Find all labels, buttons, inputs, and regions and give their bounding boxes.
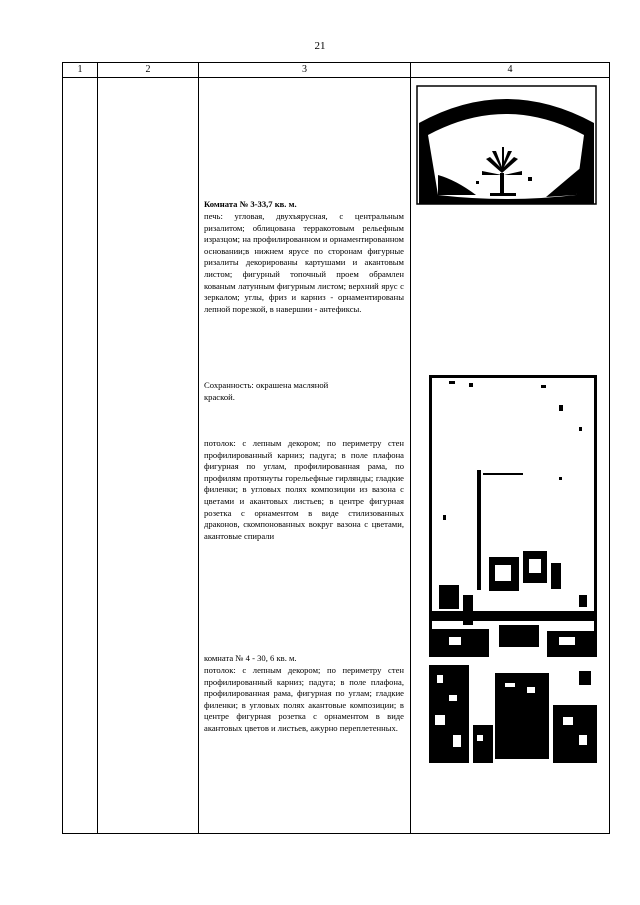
room-3-ceiling-description: потолок: с лепным декором; по периметру стен профилированный карниз; падуга; в поле плафона фигурная по углам, профилированная рама, по профилям протянуты горельефные гирлянды; гладкие филенки; в угловых полях композиции из вазона с цветами и акантовых листьев; в центре фигурная розетка с орнаментом в виде стилизованных драконов, скомпонованных вокруг вазона с цветами, акантовые спирали (204, 438, 404, 541)
column-divider-3 (410, 63, 411, 833)
photo-tiled-stove (429, 375, 597, 657)
photo-room-stove (429, 665, 597, 763)
room-4-ceiling-description: потолок: с лепным декором; по периметру стен профилированный карниз; падуга; в поле плафона, профилированная рама, фигурная по углам; гладкие филенки; в угловых полях акантовые композиции; в центре фигурная розетка с орнаментом в виде акантовых цветов и листьев, ажурно переплетенных. (204, 665, 404, 733)
column-divider-2 (198, 63, 199, 833)
header-col-1: 1 (77, 64, 83, 75)
room-3-condition-value: краской. (204, 392, 235, 402)
room-3-condition-label: Сохранность: окрашена масляной (204, 380, 329, 390)
inventory-table (62, 62, 610, 834)
room-3-stove-description: печь: угловая, двухъярусная, с центральным ризалитом; облицована терракотовым рельефным изразцом; на профилированном и орнаментированном основании;в нижнем ярусе по сторонам фигурные ризалиты декорированы картушами и акантовым листом; фигурный топочный проем обрамлен кованым латунным фигурным листом; верхний ярус с зеркалом; углы, фриз и карниз - орнаментированы лепной порезкой, в навершии - антефиксы. (204, 211, 404, 314)
header-col-3: 3 (302, 64, 307, 75)
room-4-title: комната № 4 - 30, 6 кв. м. (204, 653, 297, 663)
page-number: 21 (314, 40, 326, 52)
photo-ceiling-rosette (416, 85, 597, 205)
room-3-title: Комната № 3-33,7 кв. м. (204, 199, 297, 209)
header-row-divider (63, 77, 609, 78)
column-divider-1 (97, 63, 98, 833)
header-col-4: 4 (507, 64, 513, 75)
header-col-2: 2 (145, 64, 151, 75)
